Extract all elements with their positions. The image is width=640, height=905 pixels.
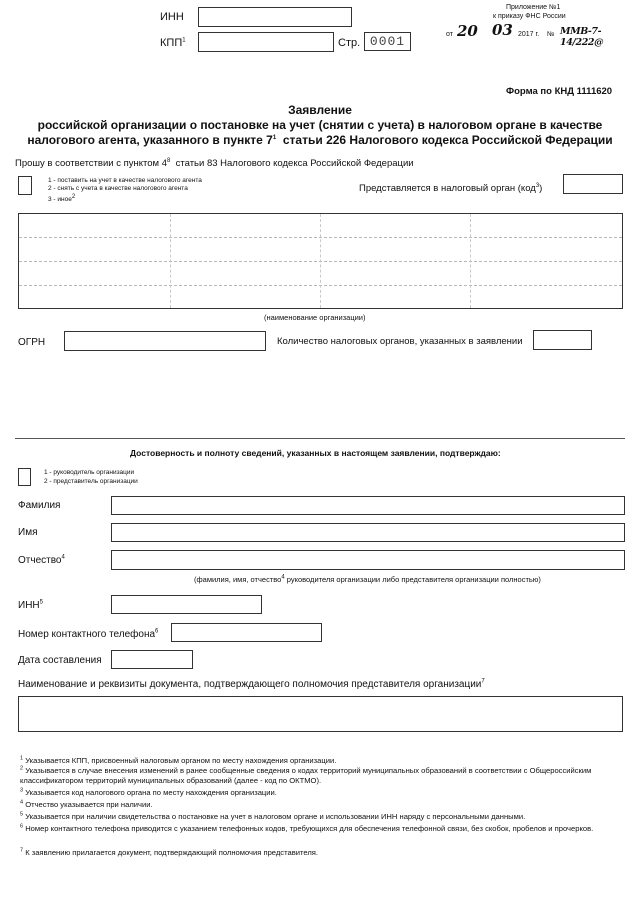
organization-name-grid-line — [320, 214, 321, 308]
signer-option-1: 1 - руководитель организации — [44, 469, 135, 476]
request-option-1: 1 - поставить на учет в качестве налогового агента — [48, 177, 202, 184]
footnote-2: $^2$ Указывается в случае внесения изменений в ранее сообщенные сведения о кодах территорий муниципальных образований в соответствии с Общероссийским классификатором территорий муниципальных образований (далее - код по ОКТМО). — [20, 765, 592, 785]
inn-field[interactable] — [198, 7, 352, 27]
patronymic-field[interactable] — [111, 550, 625, 570]
tax-authority-label: Представляется в налоговый орган (код$^3$) — [359, 182, 543, 194]
appendix-line-2: к приказу ФНС России — [493, 13, 566, 20]
kpp-field[interactable] — [198, 32, 334, 52]
organization-name-grid-line — [470, 214, 471, 308]
title-line-1: Заявление — [288, 103, 352, 117]
footnote-3: $^3$ Указывается код налогового органа по месту нахождения организации. — [20, 787, 277, 797]
footnote-1: $^1$ Указывается КПП, присвоенный налоговым органом по месту нахождения организации. — [20, 755, 337, 765]
surname-label: Фамилия — [18, 500, 61, 511]
fio-caption: (фамилия, имя, отчество$^4$ руководителя организации либо представителя организации полностью) — [194, 574, 541, 584]
signer-type-field[interactable] — [18, 468, 31, 486]
ogrn-field[interactable] — [64, 331, 266, 351]
phone-field[interactable] — [171, 623, 322, 642]
date-month: 03 — [492, 21, 513, 39]
footnote-6: $^6$ Номер контактного телефона приводится с указанием телефонных кодов, требующихся для обеспечения телефонной связи, без скобок, пробелов и прочерков. — [20, 823, 594, 833]
order-number: ММВ-7-14/222@ — [560, 26, 604, 48]
authority-document-field[interactable] — [18, 696, 623, 732]
date-day: 20 — [457, 22, 478, 40]
tax-authority-code-field[interactable] — [563, 174, 623, 194]
request-text: Прошу в соответствии с пунктом $4^8$ статьи 83 Налогового кодекса Российской Федерации — [15, 157, 414, 169]
request-option-2: 2 - снять с учета в качестве налогового агента — [48, 185, 188, 192]
footnote-7: $^7$ К заявлению прилагается документ, подтверждающий полномочия представителя. — [20, 847, 318, 857]
footnote-4: $^4$ Отчество указывается при наличии. — [20, 799, 153, 809]
person-inn-label: ИНН$^5$ — [18, 599, 43, 611]
date-year: 2017 г. — [518, 31, 540, 38]
number-label: № — [547, 31, 555, 38]
person-inn-field[interactable] — [111, 595, 262, 614]
patronymic-label: Отчество$^4$ — [18, 554, 65, 566]
kpp-label: КПП$^1$ — [160, 37, 186, 49]
authority-document-label: Наименование и реквизиты документа, подтверждающего полномочия представителя организации$^7$ — [18, 678, 485, 690]
surname-field[interactable] — [111, 496, 625, 515]
ogrn-label: ОГРН — [18, 337, 46, 348]
request-option-3: 3 - иное$^2$ — [48, 193, 76, 203]
appendix-line-1: Приложение №1 — [506, 4, 561, 11]
signer-option-2: 2 - представитель организации — [44, 478, 138, 485]
tax-authorities-count-label: Количество налоговых органов, указанных в заявлении — [277, 336, 523, 347]
title-line-3: налогового агента, указанного в пункте $7^1$ статьи 226 Налогового кодекса Российской Федерации — [27, 133, 613, 147]
phone-label: Номер контактного телефона$^6$ — [18, 628, 159, 640]
title-line-2: российской организации о постановке на учет (снятии с учета) в налоговом органе в качестве — [37, 118, 603, 132]
page-label: Стр. — [338, 37, 361, 49]
request-option-field[interactable] — [18, 176, 32, 195]
date-label: Дата составления — [18, 655, 102, 666]
tax-authorities-count-field[interactable] — [533, 330, 592, 350]
organization-name-grid-line — [170, 214, 171, 308]
page-number: 0001 — [364, 32, 411, 51]
date-field[interactable] — [111, 650, 193, 669]
section-divider — [15, 438, 625, 439]
first-name-field[interactable] — [111, 523, 625, 542]
footnote-5: $^5$ Указывается при наличии свидетельства о постановке на учет в налоговом органе и использовании ИНН наряду с персональными данными. — [20, 811, 526, 821]
confirmation-heading: Достоверность и полноту сведений, указанных в настоящем заявлении, подтверждаю: — [130, 448, 501, 458]
organization-name-caption: (наименование организации) — [264, 313, 366, 322]
inn-label: ИНН — [160, 11, 184, 23]
first-name-label: Имя — [18, 527, 38, 538]
form-code: Форма по КНД 1111620 — [506, 86, 613, 97]
from-label: от — [446, 31, 453, 38]
